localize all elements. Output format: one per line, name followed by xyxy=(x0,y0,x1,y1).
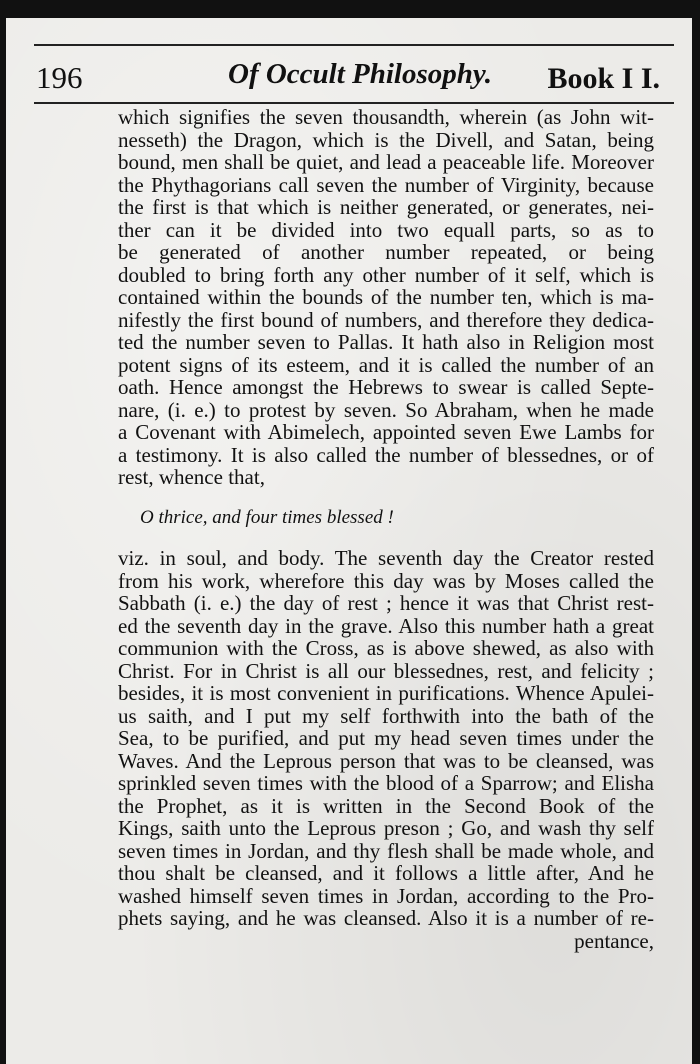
page-number: 196 xyxy=(36,60,83,95)
text-line: Sabbath (i. e.) the day of rest ; hence it was that Christ rest- xyxy=(118,591,654,615)
paragraph-1 xyxy=(118,106,654,489)
text-line: be generated of another number repeated, or being xyxy=(118,240,654,264)
text-line: besides, it is most convenient in purifications. Whence Apulei- xyxy=(118,681,654,705)
text-line: a testimony. It is also called the number of blessednes, or of xyxy=(118,442,654,467)
text-line: sprinkled seven times with the blood of a Sparrow; and Elisha xyxy=(118,771,654,795)
text-line: phets saying, and he was cleansed. Also it is a number of re- xyxy=(118,906,654,930)
text-line: seven times in Jordan, and thy flesh shall be made whole, and xyxy=(118,838,654,863)
text-line: thou shalt be cleansed, and it follows a little after, And he xyxy=(118,861,654,885)
text-line: the Prophet, as it is written in the Second Book of the xyxy=(118,793,654,818)
text-line: oath. Hence amongst the Hebrews to swear is called Septe- xyxy=(118,375,654,399)
body-text xyxy=(118,106,654,952)
text-line: from his work, wherefore this day was by Moses called the xyxy=(118,568,654,593)
text-line: viz. in soul, and body. The seventh day the Creator rested xyxy=(118,546,654,570)
text-line: rest, whence that, xyxy=(118,465,265,489)
text-line: ed the seventh day in the grave. Also this number hath a great xyxy=(118,613,654,638)
text-line: Kings, saith unto the Leprous preson ; Go, and wash thy self xyxy=(118,816,654,840)
text-line: contained within the bounds of the number ten, which is ma- xyxy=(118,285,654,309)
paragraph-2 xyxy=(118,547,654,930)
paragraph-gap xyxy=(118,529,654,547)
text-line: communion with the Cross, as is above shewed, as also with xyxy=(118,636,654,660)
text-line: bound, men shall be quiet, and lead a peaceable life. Moreover xyxy=(118,150,654,174)
text-line: potent signs of its esteem, and it is called the number of an xyxy=(118,352,654,377)
running-title: Of Occult Philosophy. xyxy=(228,58,492,90)
text-line: which signifies the seven thousandth, wherein (as John wit- xyxy=(118,105,654,129)
text-line: nare, (i. e.) to protest by seven. So Abraham, when he made xyxy=(118,397,654,422)
top-rule xyxy=(34,44,674,46)
verse-quote: O thrice, and four times blessed ! xyxy=(140,506,394,528)
text-line: nesseth) the Dragon, which is the Divell, and Satan, being xyxy=(118,127,654,152)
header-rule xyxy=(34,102,674,104)
paragraph-gap xyxy=(118,489,654,507)
text-line: the Phythagorians call seven the number of Virginity, because xyxy=(118,172,654,197)
catchword: pentance, xyxy=(574,928,654,953)
text-line: us saith, and I put my self forthwith into the bath of the xyxy=(118,703,654,728)
text-line: the first is that which is neither generated, or generates, nei- xyxy=(118,195,654,219)
text-line: nifestly the first bound of numbers, and therefore they dedica- xyxy=(118,307,654,332)
text-line: ther can it be divided into two equall parts, so as to xyxy=(118,217,654,242)
book-page xyxy=(6,18,692,1064)
text-line: ted the number seven to Pallas. It hath also in Religion most xyxy=(118,330,654,354)
book-label: Book I I. xyxy=(547,62,660,95)
text-line: Waves. And the Leprous person that was to be cleansed, was xyxy=(118,748,654,773)
text-line: doubled to bring forth any other number of it self, which is xyxy=(118,262,654,287)
text-line: Sea, to be purified, and put my head seven times under the xyxy=(118,726,654,750)
text-line: washed himself seven times in Jordan, according to the Pro- xyxy=(118,883,654,908)
text-line: Christ. For in Christ is all our blessednes, rest, and felicity ; xyxy=(118,658,654,683)
text-line: a Covenant with Abimelech, appointed seven Ewe Lambs for xyxy=(118,420,654,444)
